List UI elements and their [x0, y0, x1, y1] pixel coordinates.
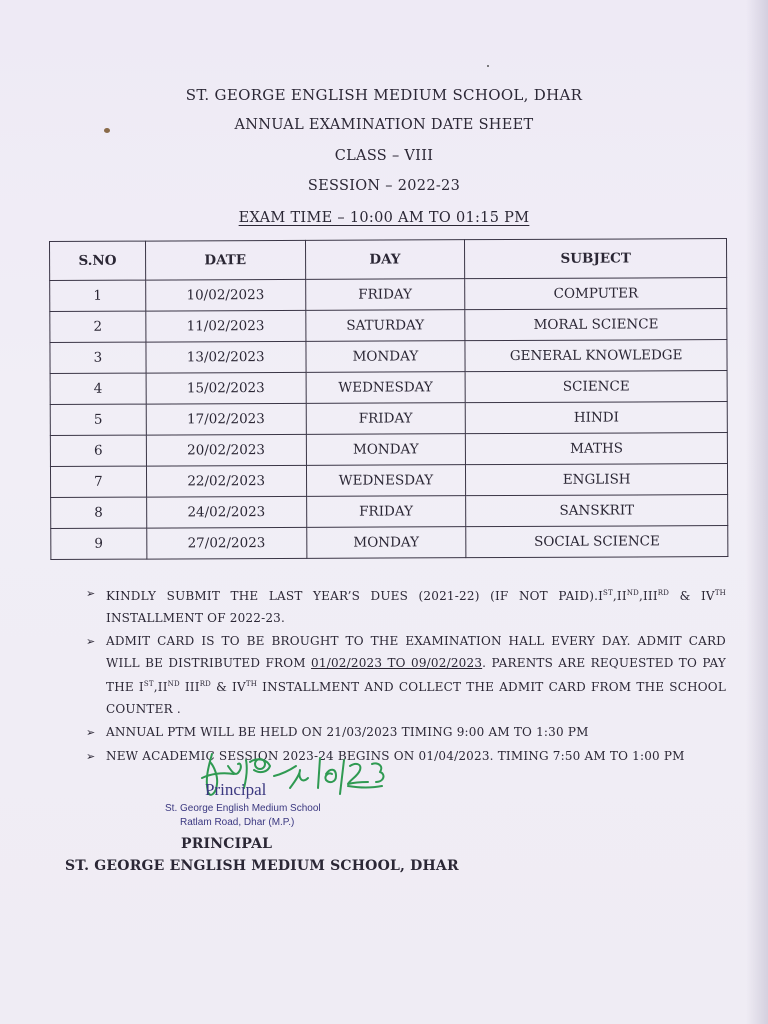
date-sheet-table: [49, 238, 728, 560]
column-header-sno: S.NO: [50, 241, 146, 280]
cell-subject: MATHS: [466, 433, 728, 465]
cell-date: 13/02/2023: [146, 341, 306, 373]
cell-day: FRIDAY: [305, 279, 465, 311]
cell-subject: MORAL SCIENCE: [465, 309, 727, 341]
list-item: ➢ NEW ACADEMIC SESSION 2023-24 BEGINS ON 01/04/2023. TIMING 7:50 AM TO 1:00 PM: [86, 746, 726, 768]
table-row: [50, 464, 727, 498]
table-row: [50, 278, 727, 312]
table-row: [51, 526, 728, 560]
class-heading: CLASS – VIII: [334, 148, 434, 164]
exam-time-heading: EXAM TIME – 10:00 AM TO 01:15 PM: [238, 210, 530, 226]
arrow-bullet-icon: ➢: [86, 635, 96, 648]
admit-card-dates: 01/02/2023 TO 09/02/2023: [311, 655, 483, 670]
column-header-day: DAY: [305, 240, 465, 280]
table-row: [51, 495, 728, 529]
arrow-bullet-icon: ➢: [86, 726, 96, 739]
cell-date: 24/02/2023: [146, 496, 306, 528]
cell-day: WEDNESDAY: [306, 372, 466, 404]
footer-principal-label: PRINCIPAL: [181, 836, 273, 852]
column-header-subject: SUBJECT: [465, 239, 727, 279]
list-item: ➢ ANNUAL PTM WILL BE HELD ON 21/03/2023 TIMING 9:00 AM TO 1:30 PM: [86, 722, 726, 744]
cell-date: 20/02/2023: [146, 434, 306, 466]
arrow-bullet-icon: ➢: [86, 749, 96, 763]
cell-date: 22/02/2023: [146, 465, 306, 497]
cell-sno: 9: [51, 528, 147, 559]
cell-day: WEDNESDAY: [306, 465, 466, 497]
cell-subject: GENERAL KNOWLEDGE: [465, 340, 727, 372]
list-item: ➢ ADMIT CARD IS TO BE BROUGHT TO THE EXAMINATION HALL EVERY DAY. ADMIT CARD WILL BE DISTRIBUTED FROM 01/02/2023 TO 09/02/2023. PARENTS ARE REQUESTED TO PAY THE IST,IIND IIIRD & IVTH INSTALLMENT AND COLLECT THE ADMIT CARD FROM THE SCHOOL COUNTER .: [86, 631, 726, 720]
cell-date: 10/02/2023: [145, 279, 305, 311]
cell-subject: SANSKRIT: [466, 495, 728, 527]
stamp-school-name: St. George English Medium School: [165, 803, 321, 814]
cell-day: SATURDAY: [305, 310, 465, 342]
cell-sno: 4: [50, 373, 146, 404]
cell-day: FRIDAY: [306, 496, 466, 528]
cell-date: 17/02/2023: [146, 403, 306, 435]
stamp-principal-label: Principal: [205, 780, 267, 799]
cell-sno: 6: [50, 435, 146, 466]
cell-date: 27/02/2023: [147, 527, 307, 559]
cell-day: FRIDAY: [306, 403, 466, 435]
table-row: [50, 371, 727, 405]
table-row: [50, 309, 727, 343]
column-header-date: DATE: [145, 240, 305, 280]
cell-sno: 7: [50, 466, 146, 497]
document-title: ANNUAL EXAMINATION DATE SHEET: [234, 117, 534, 133]
paper-speck: [487, 65, 489, 67]
table-header-row: [50, 239, 727, 281]
table-row: [50, 433, 727, 467]
cell-day: MONDAY: [306, 527, 466, 559]
cell-sno: 3: [50, 342, 146, 373]
cell-subject: COMPUTER: [465, 278, 727, 310]
session-heading: SESSION – 2022-23: [307, 178, 461, 194]
stamp-address: Ratlam Road, Dhar (M.P.): [180, 817, 295, 828]
footer-school-name: ST. GEORGE ENGLISH MEDIUM SCHOOL, DHAR: [65, 858, 459, 874]
cell-sno: 1: [50, 280, 146, 311]
cell-sno: 8: [51, 497, 147, 528]
instructions-list: [86, 583, 726, 769]
school-name-heading: ST. GEORGE ENGLISH MEDIUM SCHOOL, DHAR: [185, 86, 583, 104]
arrow-bullet-icon: ➢: [86, 587, 96, 600]
cell-subject: ENGLISH: [466, 464, 728, 496]
cell-day: MONDAY: [305, 341, 465, 373]
cell-subject: SCIENCE: [465, 371, 727, 403]
cell-date: 15/02/2023: [146, 372, 306, 404]
list-item: ➢ KINDLY SUBMIT THE LAST YEAR’S DUES (2021-22) (IF NOT PAID).IST,IIND,IIIRD & IVTH INSTALLMENT OF 2022-23.: [86, 583, 726, 629]
cell-subject: HINDI: [465, 402, 727, 434]
cell-sno: 5: [50, 404, 146, 435]
table-row: [50, 402, 727, 436]
cell-day: MONDAY: [306, 434, 466, 466]
cell-sno: 2: [50, 311, 146, 342]
cell-subject: SOCIAL SCIENCE: [466, 526, 728, 558]
cell-date: 11/02/2023: [146, 310, 306, 342]
table-row: [50, 340, 727, 374]
